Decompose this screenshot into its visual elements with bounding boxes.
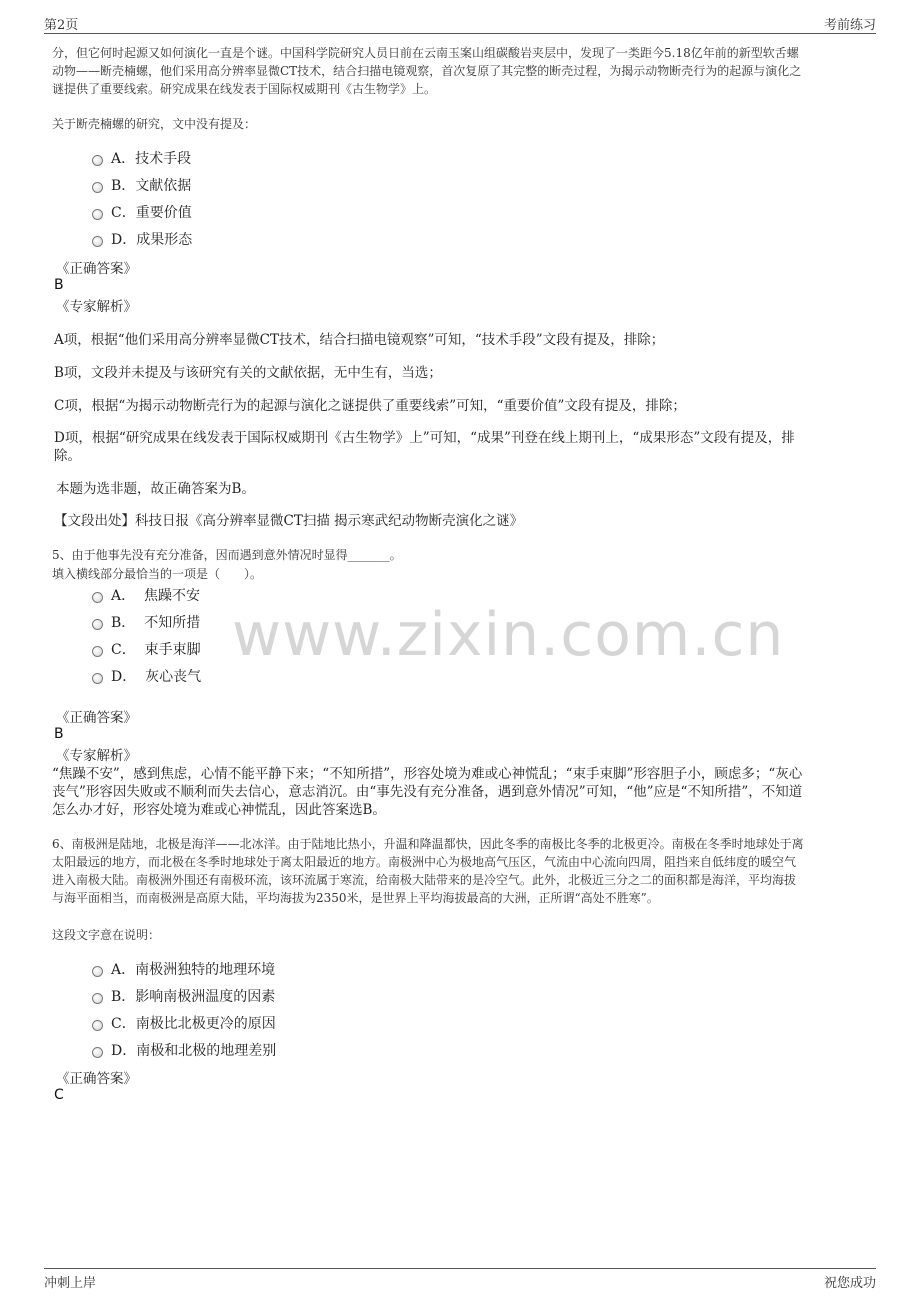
q6-passage-line: 进入南极大陆。南极洲外围还有南极环流，该环流属于寒流，给南极大陆带来的是冷空气。此外，北极近三分之二的面积都是海洋，平均海拔 (52, 873, 797, 887)
option-label: D． 灰心丧气 (111, 669, 202, 685)
q5-option-d[interactable] (92, 666, 201, 686)
q6-passage-line: 6、南极洲是陆地，北极是海洋——北冰洋。由于陆地比热小，升温和降温都快，因此冬季的南极比冬季的北极更冷。南极在冬季时地球处于离 (52, 837, 804, 851)
q4-analysis-c: C项，根据“为揭示动物断壳行为的起源与演化之谜提供了重要线索”可知，“重要价值”文段有提及，排除； (54, 398, 686, 414)
footer-right: 祝您成功 (824, 1276, 877, 1291)
option-label: D．南极和北极的地理差别 (111, 1043, 277, 1059)
q6-answer: C (54, 1087, 64, 1103)
q6-answer-label: 《正确答案》 (56, 1071, 137, 1087)
q4-passage-line: 分，但它何时起源又如何演化一直是个谜。中国科学院研究人员日前在云南玉案山组碳酸岩夹层中，发现了一类距今5.18亿年前的新型软舌螺 (52, 46, 799, 60)
footer-left: 冲刺上岸 (44, 1276, 97, 1291)
option-label: C． 束手束脚 (111, 642, 201, 658)
q4-analysis-d: D项，根据“研究成果在线发表于国际权威期刊《古生物学》上”可知，“成果”刊登在线上期刊上，“成果形态”文段有提及，排 (54, 430, 795, 446)
q5-answer: B (54, 726, 64, 742)
option-label: C．南极比北极更冷的原因 (111, 1016, 276, 1032)
q4-passage-line: 谜提供了重要线索。研究成果在线发表于国际权威期刊《古生物学》上。 (52, 82, 437, 96)
q4-analysis-label: 《专家解析》 (56, 299, 137, 315)
option-label: D．成果形态 (111, 232, 193, 248)
q5-option-c[interactable] (92, 639, 201, 659)
header-rule (44, 33, 876, 34)
radio-icon[interactable] (92, 182, 103, 193)
option-label: A．南极洲独特的地理环境 (111, 962, 276, 978)
q4-question: 关于断壳楠螺的研究，文中没有提及： (52, 117, 257, 131)
q5-analysis-line: 丧气”形容因失败或不顺利而失去信心，意志消沉。由“事先没有充分准备，遇到意外情况”可知，“他”应是“不知所措”，不知道 (52, 784, 803, 800)
q4-passage-line: 动物——断壳楠螺，他们采用高分辨率显微CT技术，结合扫描电镜观察，首次复原了其完整的断壳过程，为揭示动物断壳行为的起源与演化之 (52, 64, 802, 78)
watermark: www.zixin.com.cn (232, 600, 785, 670)
header-title: 考前练习 (824, 18, 877, 33)
q4-option-b[interactable] (92, 175, 191, 195)
q6-passage-line: 太阳最远的地方，而北极在冬季时地球处于离太阳最近的地方。南极洲中心为极地高气压区，气流由中心流向四周，阻挡来自低纬度的暖空气 (52, 855, 797, 869)
radio-icon[interactable] (92, 646, 103, 657)
radio-icon[interactable] (92, 209, 103, 220)
option-label: A．技术手段 (111, 151, 192, 167)
q4-option-c[interactable] (92, 202, 192, 222)
q6-passage-line: 与海平面相当，而南极洲是高原大陆，平均海拔为2350米，是世界上平均海拔最高的大洲，正所谓“高处不胜寒”。 (52, 891, 659, 905)
q4-source: 【文段出处】科技日报《高分辨率显微CT扫描 揭示寒武纪动物断壳演化之谜》 (54, 513, 524, 529)
radio-icon[interactable] (92, 993, 103, 1004)
q5-analysis-line: “焦躁不安”，感到焦虑，心情不能平静下来；“不知所措”，形容处境为难或心神慌乱；“束手束脚”形容胆子小，顾虑多；“灰心 (52, 766, 803, 782)
q5-prompt: 填入横线部分最恰当的一项是（ ）。 (52, 567, 263, 581)
q6-question: 这段文字意在说明： (52, 928, 161, 942)
q6-option-d[interactable] (92, 1040, 276, 1060)
radio-icon[interactable] (92, 1047, 103, 1058)
q4-option-a[interactable] (92, 148, 191, 168)
q4-answer: B (54, 277, 64, 293)
footer-rule (44, 1268, 876, 1269)
q4-analysis-a: A项，根据“他们采用高分辨率显微CT技术，结合扫描电镜观察”可知，“技术手段”文段有提及，排除； (54, 332, 665, 348)
radio-icon[interactable] (92, 619, 103, 630)
q6-option-c[interactable] (92, 1013, 276, 1033)
q4-conclusion: 本题为选非题，故正确答案为B。 (56, 481, 255, 497)
option-label: B． 不知所措 (111, 615, 201, 631)
q4-option-d[interactable] (92, 229, 192, 249)
q6-option-b[interactable] (92, 986, 275, 1006)
q6-option-a[interactable] (92, 959, 275, 979)
q5-option-b[interactable] (92, 612, 200, 632)
q4-analysis-d-cont: 除。 (54, 448, 81, 464)
q4-analysis-b: B项，文段并未提及与该研究有关的文献依据，无中生有，当选； (54, 365, 442, 381)
page-number: 第2页 (44, 18, 79, 33)
q5-answer-label: 《正确答案》 (56, 710, 137, 726)
q5-analysis-line: 怎么办才好，形容处境为难或心神慌乱，因此答案选B。 (52, 802, 386, 818)
q4-answer-label: 《正确答案》 (56, 261, 137, 277)
q5-analysis-label: 《专家解析》 (56, 748, 137, 764)
radio-icon[interactable] (92, 236, 103, 247)
option-label: B．影响南极洲温度的因素 (111, 989, 276, 1005)
option-label: A． 焦躁不安 (111, 588, 201, 604)
radio-icon[interactable] (92, 673, 103, 684)
radio-icon[interactable] (92, 592, 103, 603)
radio-icon[interactable] (92, 1020, 103, 1031)
radio-icon[interactable] (92, 966, 103, 977)
q5-stem: 5、由于他事先没有充分准备，因而遇到意外情况时显得_______。 (52, 548, 402, 562)
option-label: C．重要价值 (111, 205, 192, 221)
radio-icon[interactable] (92, 155, 103, 166)
option-label: B．文献依据 (111, 178, 192, 194)
q5-option-a[interactable] (92, 585, 200, 605)
